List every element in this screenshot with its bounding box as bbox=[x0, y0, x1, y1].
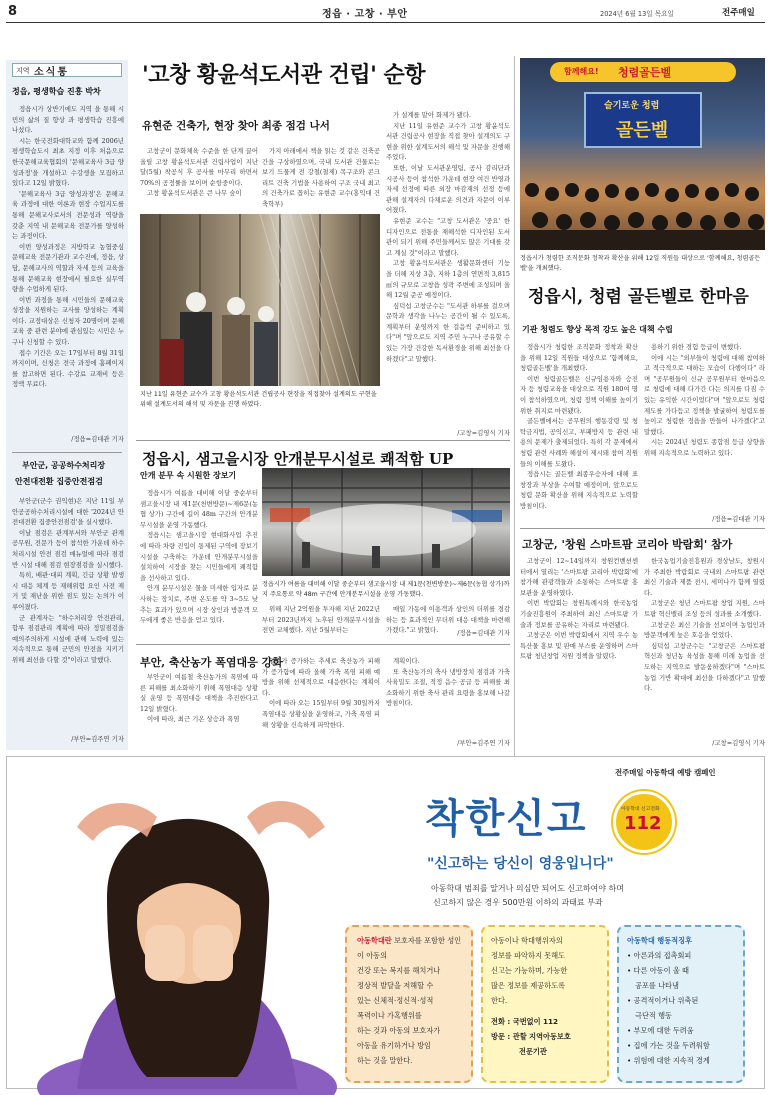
buan-col1-para: 이에 따라, 최근 기온 상승과 폭염 bbox=[147, 715, 240, 724]
right-col1-para: 골든벨에서는 공무원의 행동강령 및 청탁금지법, 공익신고, 부패방지 등 관련 내용의 문제가 출제되었다. 특히 각 문제에서 청렴 관련 사례와 해설이 제시돼 참여 직원들의 이해를 도왔다. bbox=[520, 417, 638, 468]
ad-box-signs-lines bbox=[627, 933, 739, 1068]
main-caption: 지난 11일 유현준 교수가 고창 황윤석도서관 건립공사 현장을 직접찾아 설계의도 구현을 위해 설계도서의 해석 및 자문을 진행 하였다. bbox=[140, 391, 377, 408]
main-col2 bbox=[262, 146, 380, 212]
right-subhead: 기관 청렴도 향상 목적 강도 높은 대책 수립 bbox=[522, 325, 673, 334]
mid-col1 bbox=[140, 488, 258, 625]
right-col2-para: 시는 2024년 청렴도 종합점 등급 상향을 위해 지속적으로 노력하고 있다. bbox=[644, 438, 765, 457]
main-col3-para: 고창 황윤석도서관은 생활문화센터 기능을 더해 지상 3층, 지하 1층의 연면적 3,815㎡의 규모로 고창읍 성곽 주변에 조성되며 올해 12월 준공 예정이다. bbox=[386, 259, 510, 300]
buan-col3-para: 또 축산농가의 축사 냉방장치 점검과 가축 사육밀도 조절, 적정 음수 공급 등 피해를 최소화하기 위한 축사 관리 요령을 홍보해 나갈 방침이다. bbox=[386, 667, 510, 708]
right-col2-para: 용하기 위한 경험 등급이 변했다. bbox=[651, 343, 742, 351]
sidebar-article2-para: 부안군(군수 권익현)은 지난 11일 부안공공하수처리시설에 대한 '2024년 안전대전환 집중안전점검'을 실시했다. bbox=[12, 497, 124, 527]
expo-col1-para: 이번 박람회는 창원특례시와 한국농업기술진흥원이 주최하여 최신 스마트팜 기술과 정보를 공유하는 자리로 마련됐다. bbox=[520, 599, 638, 629]
ad-box-signs-item: 공포를 나타냄 bbox=[635, 981, 679, 990]
sidebar-article2-body bbox=[12, 496, 124, 732]
main-col3-para: 지난 11일 유현준 교수가 고창 황윤석도서관 건립공사 현장을 직접 찾아 설계의도 구현을 위한 설계도서의 해석 및 자문을 진행해 주었다. bbox=[386, 121, 510, 162]
sidebar-divider bbox=[12, 452, 122, 453]
ad-desc-2: 신고하지 않은 경우 500만원 이하의 과태료 부과 bbox=[433, 898, 603, 907]
sidebar-article2-title-2: 안전대전환 집중안전점검 bbox=[15, 477, 103, 486]
expo-col1 bbox=[520, 556, 638, 750]
buan-headline: 부안, 축산농가 폭염대응 강화 bbox=[140, 656, 283, 669]
mid-col2-para: 위해 지난 2억원을 투자해 지난 2022년부터 2023년까지 노후된 안개분무시설을 전면 교체했다. 지난 5월부터는 bbox=[262, 605, 380, 635]
main-photo bbox=[140, 214, 380, 386]
ad-box-definition-line: 하는 것과 아동의 보호자가 bbox=[357, 1026, 441, 1035]
buan-col1 bbox=[140, 672, 258, 750]
ad-box-signs-title: 아동학대 행동적징후 bbox=[627, 936, 692, 945]
golden-bell-banner-1: 함께해요! bbox=[564, 67, 599, 76]
expo-byline: /고창=김영식 기자 bbox=[712, 739, 765, 747]
main-col3-para: 유현준 교수는 "고창 도서관은 '중요' 한 디자인으로 전통을 재해석한 디자인된 도서관이 되기 위해 주민들께서도 많은 기대를 갖고 계실 것"이라고 말했다. bbox=[386, 216, 510, 257]
buan-col3 bbox=[386, 656, 510, 738]
sidebar-article1-para: 이번 과정을 통해 시민들의 문해교육 성장을 지원하는 교사를 양성하는 계획이다. 교정대상은 신청자 20명이며 문해교육 중 관련 분야에 관심있는 시민은 누구나 신청할 수 있다. bbox=[12, 295, 124, 347]
right-col2-para: 이에 시는 "외부들이 청렴에 대해 참여하고 적극적으로 대하는 모습이 다행이다" 라며 "공무원들이 신규 공무원부터 한마음으로 청렴에 대해 다가간 다는 의지를 다짐 수 있는 유익한 시간이었다"며 "앞으로도 청렴 제도를 가다듬고 정책을 발굴하여 청렴도를 높이고 청렴한 정읍을 만들어 나가겠다"고 말했다. bbox=[644, 353, 765, 436]
ad-slogan: "신고하는 당신이 영웅입니다" bbox=[427, 856, 614, 872]
mid-subhead: 안개 분무 속 시원한 장보기 bbox=[140, 471, 237, 480]
ad-box-report-line: 많은 정보를 제공하도록 bbox=[491, 981, 566, 990]
ad-top-right: 전주매일 아동학대 예방 캠페인 bbox=[615, 768, 716, 777]
expo-headline: 고창군, '창원 스마트팜 코리아 박람회' 참가 bbox=[522, 538, 733, 551]
right-col1 bbox=[520, 342, 638, 508]
ad-box-report-tel-3: 전문기관 bbox=[519, 1047, 547, 1056]
right-col2 bbox=[644, 342, 765, 514]
ad-box-definition-line: 있는 신체적·정신적·성적 bbox=[357, 996, 434, 1005]
ad-box-report-line: 아동이나 학대행위자의 bbox=[491, 936, 563, 945]
ad-box-definition-highlight: 아동학대란 bbox=[357, 936, 392, 945]
ad-box-report-line: 신고는 가능하며, 가능한 bbox=[491, 966, 568, 975]
right-byline: /정읍=김대관 기자 bbox=[712, 515, 765, 523]
mid-col3-para: 매일 가동에 이용객과 상인의 더위를 경감하는 등 효과적인 무더위 대응 대책을 마련해 가겠다."고 밝혔다. bbox=[386, 605, 510, 635]
sidebar-tag-title: 소식통 bbox=[34, 67, 69, 78]
ad-box-signs-item: 극단적 행동 bbox=[635, 1011, 673, 1020]
main-col3-para: 가 설계를 맡아 화제가 됐다. bbox=[393, 111, 472, 119]
ad-box-definition-line: 하는 것을 말한다. bbox=[357, 1056, 413, 1065]
buan-col1-para: 부안군이 여름철 축산농가의 폭염에 따른 피해를 최소화하기 위해 폭염대응 상황실 운영 등 폭염대응 대책을 추진한다고 12일 밝혔다. bbox=[140, 673, 258, 713]
header-rule bbox=[6, 22, 765, 23]
sidebar-article1-title: 정읍, 평생학습 진흥 박차 bbox=[12, 87, 101, 96]
sidebar-article1-body bbox=[12, 104, 124, 434]
ad-box-report-line: 한다. bbox=[491, 996, 508, 1005]
main-col1-para: 고창 황윤석도서관은 큰 나무 숲이 bbox=[147, 189, 242, 198]
ad-badge-small: 아동학대 신고전화 bbox=[621, 807, 660, 812]
ad-box-definition-line: 폭력이나 가혹행위를 bbox=[357, 1011, 422, 1020]
mid-photo bbox=[262, 468, 510, 576]
buan-col3-para: 계획이다. bbox=[393, 657, 420, 665]
ad-box-signs-item: • 공격적이거나 위축된 bbox=[627, 996, 699, 1005]
main-col1 bbox=[140, 146, 258, 212]
ad-box-definition-text: 보호자를 포함한 성인이 아동의 bbox=[357, 936, 462, 960]
ad-box-report-line: 정보를 파악하지 못해도 bbox=[491, 951, 566, 960]
ad-box-definition-line: 아동을 유기하거나 방임 bbox=[357, 1041, 432, 1050]
ad-box-signs-item: • 위험에 대한 지속적 경계 bbox=[627, 1056, 710, 1065]
sidebar-article2-para: 군 관계자는 "하수처리장 안전관리, 합루 점검관리 계획에 따라 정밀점검을 예의주의하게 시설에 관해 노력에 있는 지속적으로 통해 군민의 안전을 지키기 위해 최선을 다할 것"이라고 말했다. bbox=[12, 613, 124, 664]
sidebar-article1-para: 이번 양성과정은 지방학교 농협중심 문해교육 전문기관과 교수진에, 정읍, 상담, 문해교사의 역할과 자세 등의 교육을 통해 문해교육 현장에서 필요한 실무역량을 수업하게 된다. bbox=[12, 242, 124, 294]
sidebar-article1-para: 정읍시가 상반기에도 지역 을 통해 시민의 삶의 질 향상 과 평생학습 진흥에 나섰다. bbox=[12, 105, 124, 135]
main-col3-para: 심덕섭 고창군수는 "도서관 하루를 걸으며 문학과 생각을 나누는 공간이 될 수 있도록, 계획부터 운영까지 한 걸음씩 준비하고 있다"며 "앞으로도 지역 주민 누구나 공유할 수 있는 가장 건강한 독서환경을 위해 최선을 다하겠다"고 말했다. bbox=[386, 301, 510, 363]
right-col1-para: 정읍시는 골든벨 최종우승자에 대해 표창장과 부상을 수여할 예정이며, 앞으로도 청렴 문화 확산을 위해 지속적으로 노력할 방침이다. bbox=[520, 470, 638, 510]
main-col2-para: 가지 아래에서 책을 읽는 것 같은 건축공간을 구상하였으며, 국내 도서관 건물로는 보기 드물게 전 강철(철제) 목구조와 콘크리트 건축 기법을 사용하여 구조 국내 최고의 건축가로 꼽히는 유현준 교수(홍익대 건축학부) bbox=[262, 147, 380, 208]
expo-col1-para: 고창군은 이번 박람회에서 지역 우수 농특산물 홍보 및 판매 부스를 운영하며 스마트팜 청년창업 지원 정책을 알렸다. bbox=[520, 631, 638, 661]
mid-col1-para: 안개 분무시설은 물을 미세한 입자로 분사하는 장치로, 주변 온도를 약 3~5도 낮추는 효과가 있으며 시장 상인과 방문객 모두에게 좋은 반응을 얻고 있다. bbox=[140, 584, 258, 625]
mid-byline: /정읍=김대관 기자 bbox=[457, 629, 510, 637]
header-date: 2024년 6월 13일 목요일 bbox=[600, 10, 674, 18]
mid-col1-para: 정읍시가 여름을 대비해 이달 중순부터 샘고을시장 내 제1문(천변방문)~제6문(농협 상가) 구간에 길이 48m 구간의 안개분무시설을 운영 가동했다. bbox=[140, 489, 258, 529]
ad-box-signs-item: • 다른 아동이 울 때 bbox=[627, 966, 689, 975]
ad-box-report-lines bbox=[491, 933, 603, 1059]
buan-divider bbox=[136, 644, 510, 645]
sidebar-article2-byline: /부안=김주연 기자 bbox=[71, 735, 124, 743]
expo-col2-para: 고창군은 청년 스마트팜 창업 지원, 스마트팜 혁신밸리 조성 등의 성과를 소개했다. bbox=[644, 599, 765, 618]
ad-box-signs-item: • 부모에 대한 두려움 bbox=[627, 1026, 694, 1035]
expo-col3-para: 심덕섭 고창군수는 "고창군은 스마트팜 혁신과 청년농 육성을 통해 미래 농업을 선도하는 지역으로 발돋움하겠다"며 "스마트 농업 기반 확대에 최선을 다하겠다"고 말했다. bbox=[644, 641, 765, 693]
sidebar-article1-para: 시는 한국전화대학교와 함께 2006년 평생학습도시 최초 지정 이후 처음으로 한국문해교육협회의 '문해교육사 3급 양성과정'을 개설하고 수강생을 모집하고 있다고 12일 밝혔다. bbox=[12, 136, 124, 188]
stage-text-2: 골든벨 bbox=[616, 120, 669, 141]
sidebar-article1-para: 접수 기간은 오는 17일부터 8월 31일까지이며, 신청은 전국 과정에 홈페이지를 참고하면 된다. 수강료 교재비 등은 정액 무료다. bbox=[12, 348, 124, 389]
right-divider bbox=[520, 528, 765, 529]
main-col1-para: 고창군이 문화체육 수준을 한 단계 끌어올릴 고창 황윤석도서관 건립사업이 지난달(5월) 착공식 후 공사를 마무리 하면서 70%의 공정률을 보이며 순항중이다. bbox=[140, 147, 258, 187]
ad-box-signs-item: • 집에 가는 것을 두려워함 bbox=[627, 1041, 710, 1050]
buan-col2-para: 이에 따라 오는 15일부터 9월 30일까지 폭염대응 상황실을 운영하고, 가축 폭염 피해 상황을 신속하게 파악한다. bbox=[262, 699, 380, 729]
ad-box-definition-line: 건강 또는 복지를 해치거나 bbox=[357, 966, 441, 975]
buan-byline: /부안=김주연 기자 bbox=[457, 739, 510, 747]
header-section: 정읍 · 고창 · 부안 bbox=[322, 9, 408, 20]
header-paper: 전주매일 bbox=[722, 8, 755, 18]
ad-box-report-tel-1: 전화 : 국번없이 112 bbox=[491, 1017, 559, 1026]
ad-box-signs-item: • 아른과의 접촉회피 bbox=[627, 951, 692, 960]
ad-box-definition-line: 정상적 발달을 저해할 수 bbox=[357, 981, 434, 990]
expo-col1-para: 고창군이 12~14일까지 창원컨벤션센터에서 열리는 '스마트팜 코리아 박람회'에 참가해 관광객들과 소통하는 스마트팜 홍보관을 운영하였다. bbox=[520, 557, 638, 597]
right-col1-para: 정읍시가 청렴한 조직문화 정착과 확산을 위해 12일 직원들 대상으로 '함께해요, 청렴골든벨'을 개최했다. bbox=[520, 343, 638, 373]
sidebar-article2-para: 특히, 배관·대피 계획, 긴급 상황 발생시 대응 체계 등 재해위험 요인 사전 제거 및 재난을 위한 점도 있는 논의가 이루어졌다. bbox=[12, 571, 124, 611]
buan-col2 bbox=[262, 656, 380, 750]
expo-col2 bbox=[644, 556, 765, 736]
distressed-girl-illustration-icon bbox=[7, 757, 367, 1089]
main-subhead: 유현준 건축가, 현장 찾아 최종 점검 나서 bbox=[142, 120, 330, 132]
right-headline: 정읍시, 청렴 골든벨로 한마음 bbox=[528, 287, 749, 307]
ad-box-definition-lines bbox=[357, 933, 467, 1068]
ad-box-definition-line bbox=[357, 933, 467, 963]
ad-desc-1: 아동학대 범죄를 알거나 의심만 되어도 신고하여야 하며 bbox=[431, 884, 624, 893]
expo-col3-para: 고창군은 최신 기술을 선보이며 농업인과 방문객에게 높은 호응을 얻었다. bbox=[644, 620, 765, 640]
mid-headline: 정읍시, 샘고을시장 안개분무시설로 쾌적함 UP bbox=[142, 450, 454, 468]
sidebar-article2-title-1: 부안군, 공공하수처리장 bbox=[22, 461, 106, 470]
main-col3 bbox=[386, 110, 510, 428]
golden-bell-banner-2: 청렴골든벨 bbox=[618, 66, 672, 79]
main-headline: '고창 황윤석도서관 건립' 순항 bbox=[142, 62, 425, 88]
main-col3-para: 또한, 이날 도서관운영팀, 공사 감리단과 시공사 등이 참석한 가운데 현장 여건 반영과 자세 선정에 따른 외장 마감재의 선정 등에 관해 설계자의 다채로운 의견과 자문이 이루어졌다. bbox=[386, 163, 510, 215]
main-byline: /고창=김영식 기자 bbox=[457, 429, 510, 437]
audience-crowd-icon bbox=[520, 150, 765, 250]
mid-caption: 정읍시가 여름을 대비해 이달 중순부터 샘고을시장 내 제1문(천변방문)~제6문(농협 상가)까지 주요통로 약 48m 구간에 안개분무시설을 운영 가동했다. bbox=[262, 581, 510, 598]
right-col1-para: 이번 청렴골든벨은 신규임용자와 승진자 등 청렴교육을 대상으로 직원 180여 명이 참석하였으며, 청렴 정책 이해를 높이기 위한 취지로 마련됐다. bbox=[520, 374, 638, 415]
sidebar-tag: 지역 bbox=[16, 67, 30, 75]
ad-campaign bbox=[6, 756, 765, 1089]
right-caption: 정읍시가 청렴한 조직문화 정착과 확산을 위해 12일 직원들 대상으로 '함께해요, 청렴골든벨'을 개최했다. bbox=[520, 255, 761, 272]
ad-title: 착한신고 bbox=[425, 796, 588, 842]
expo-col2-para: 한국농업기술진흥원과 경상남도, 창원시가 주최한 박람회로 국내외 스마트팜 관련 최신 기술과 제품 전시, 세미나가 함께 열렸다. bbox=[644, 557, 765, 597]
stage-text-1: 슬기로운 청렴 bbox=[604, 101, 660, 111]
buan-col2-para: 일수가 증가하는 추세로 축산농가 피해가 증가함에 따라 올해 가축 폭염 피해 예방을 위해 선제적으로 대응한다는 계획이다. bbox=[262, 657, 380, 697]
sidebar-article2-para: 이날 점검은 관계부서와 부안군 관계공무원, 전문가 등이 참석한 가운데 하수처리시설 안전 점검 매뉴얼에 따라 점검반 시설 대해 점검 현장점검을 실시했다. bbox=[12, 528, 124, 569]
right-photo bbox=[520, 58, 765, 250]
mid-col1-para: 정읍시는 샘고을시장 현대화사업 추진에 따라 차량 진입이 통제된 구역에 장보기 시설을 구축하는 가운데 안개분무시설을 설치하여 시장을 찾는 시민들에게 쾌적함을 선사하고 있다. bbox=[140, 531, 258, 582]
construction-scene-icon bbox=[140, 214, 380, 386]
ad-box-report-tel-2: 방문 : 관할 지역아동보호 bbox=[491, 1032, 571, 1041]
market-mist-icon bbox=[262, 468, 510, 576]
col-divider bbox=[514, 56, 515, 756]
sidebar-article1-byline: /정읍=김대관 기자 bbox=[71, 435, 124, 443]
ad-badge-number: 112 bbox=[624, 813, 662, 834]
sidebar-article1-para: '문해교육사 3급 양성과정'은 문해교육 과정에 대한 이론과 현장 수업지도를 통해 문해교사로서의 전문성과 역량을 갖춘 지역 내 문해교육 전문가를 양성하는 과정이다. bbox=[12, 189, 124, 241]
mid-col2 bbox=[262, 604, 380, 638]
main-divider bbox=[136, 440, 510, 441]
header-page-number: 8 bbox=[8, 4, 18, 19]
